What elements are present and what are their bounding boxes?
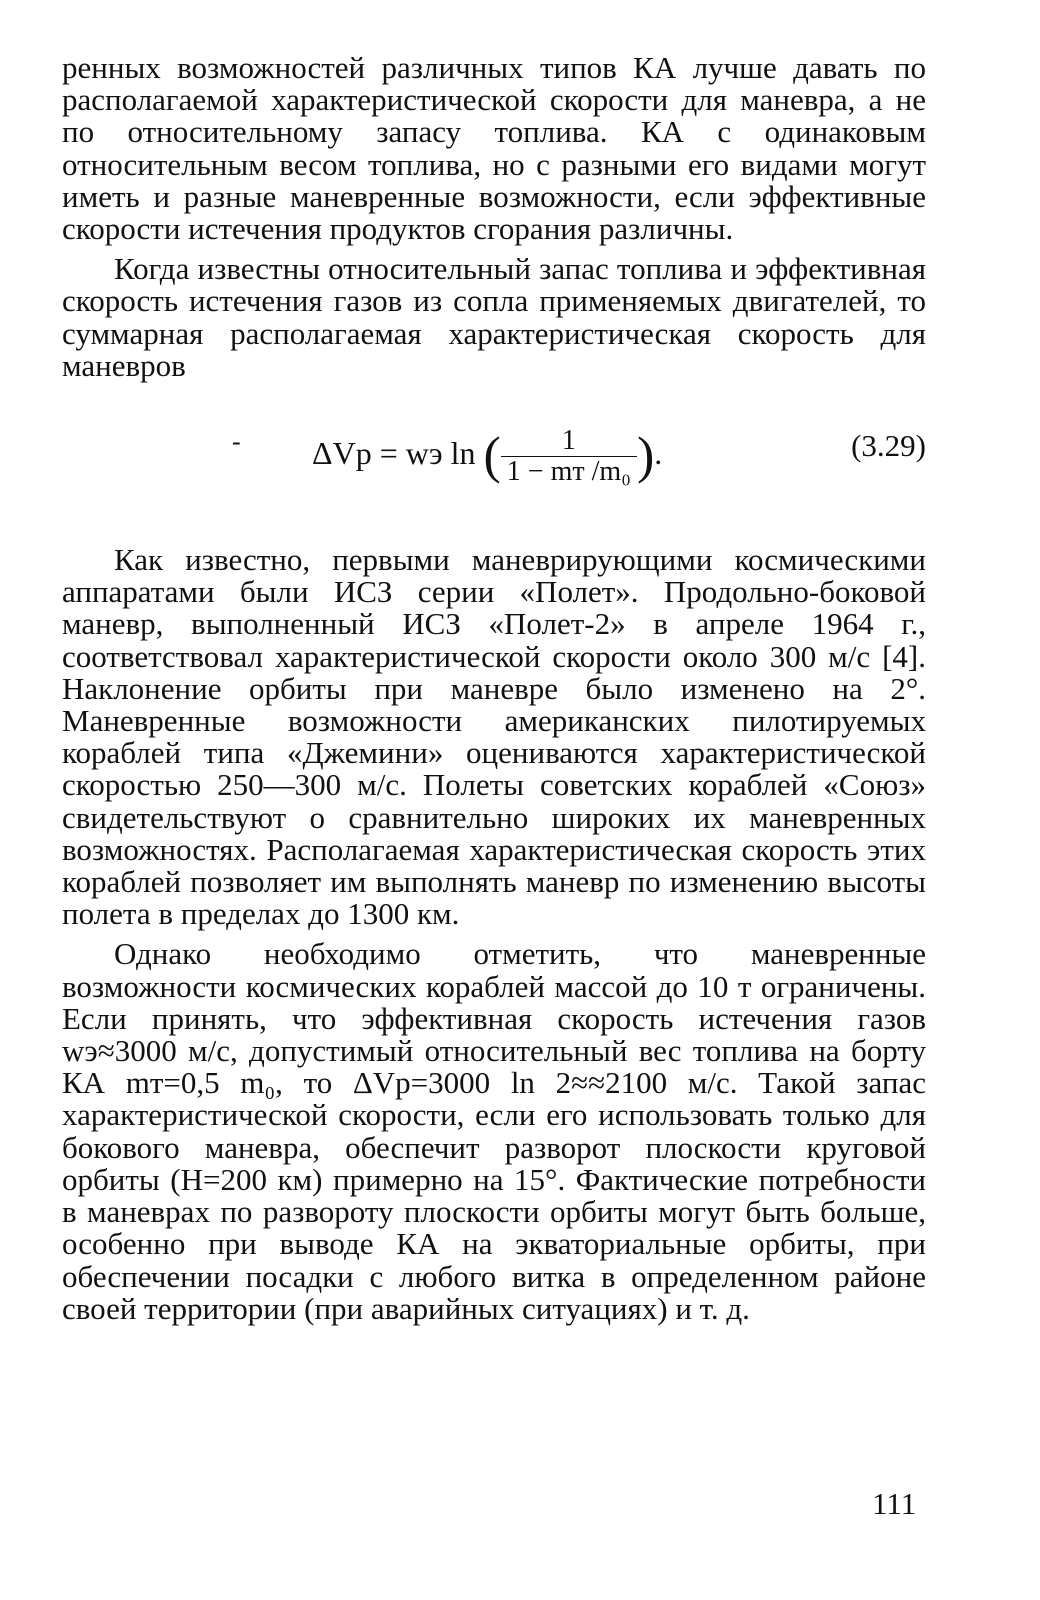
- formula-numerator: 1: [501, 426, 637, 457]
- paragraph-1: ренных возможностей различных типов КА лучше давать по располагаемой характеристической скорости для маневра, а не по относительному запасу топлива. КА с одинаковым относительным весом топлива, но с разными его видами могут иметь и разные маневренные возможности, если эффективные скорости истечения продуктов сгорания различны.: [62, 50, 926, 247]
- formula-dash: -: [232, 427, 241, 457]
- formula-fraction: [501, 426, 637, 487]
- page-number: 111: [872, 1486, 917, 1521]
- formula-trail: .: [654, 434, 663, 471]
- paragraph-4: Однако необходимо отметить, что маневренные возможности космических кораблей массой до 10 т ограничены. Если принять, что эффективная скорость истечения газов wэ≈3000 м/с, допустимый относительный вес топлива на борту КА mт=0,5 m₀, то ΔVр=3000 ln 2≈≈2100 м/с. Такой запас характеристической скорости, если его использовать только для бокового маневра, обеспечит разворот плоскости круговой орбиты (H=200 км) примерно на 15°. Фактические потребности в маневрах по развороту плоскости орбиты могут быть больше, особенно при выводе КА на экваториальные орбиты, при обеспечении посадки с любого витка в определенном районе своей территории (при аварийных ситуациях) и т. д.: [62, 936, 926, 1326]
- formula-block: [62, 404, 926, 514]
- formula: [312, 426, 662, 487]
- equation-number: (3.29): [851, 428, 926, 464]
- paragraph-3: Как известно, первыми маневрирующими космическими аппаратами были ИСЗ серии «Полет». Продольно-боковой маневр, выполненный ИСЗ «Полет-2» в апреле 1964 г., соответствовал характеристической скорости около 300 м/с [4]. Наклонение орбиты при маневре было изменено на 2°. Маневренные возможности американских пилотируемых кораблей типа «Джемини» оцениваются характеристической скоростью 250—300 м/с. Полеты советских кораблей «Союз» свидетельствуют о сравнительно широких их маневренных возможностях. Располагаемая характеристическая скорость этих кораблей позволяет им выполнять маневр по изменению высоты полета в пределах до 1300 км.: [62, 542, 926, 932]
- page-body: [62, 52, 926, 1325]
- formula-denominator: 1 − mт /m₀: [506, 456, 631, 488]
- formula-lhs: ΔVр = wэ ln: [312, 434, 476, 471]
- paren-close: ): [636, 427, 655, 485]
- paren-open: (: [483, 427, 501, 485]
- paragraph-2: Когда известны относительный запас топлива и эффективная скорость истечения газов из сопла применяемых двигателей, то суммарная располагаемая характеристическая скорость для маневров: [62, 251, 926, 383]
